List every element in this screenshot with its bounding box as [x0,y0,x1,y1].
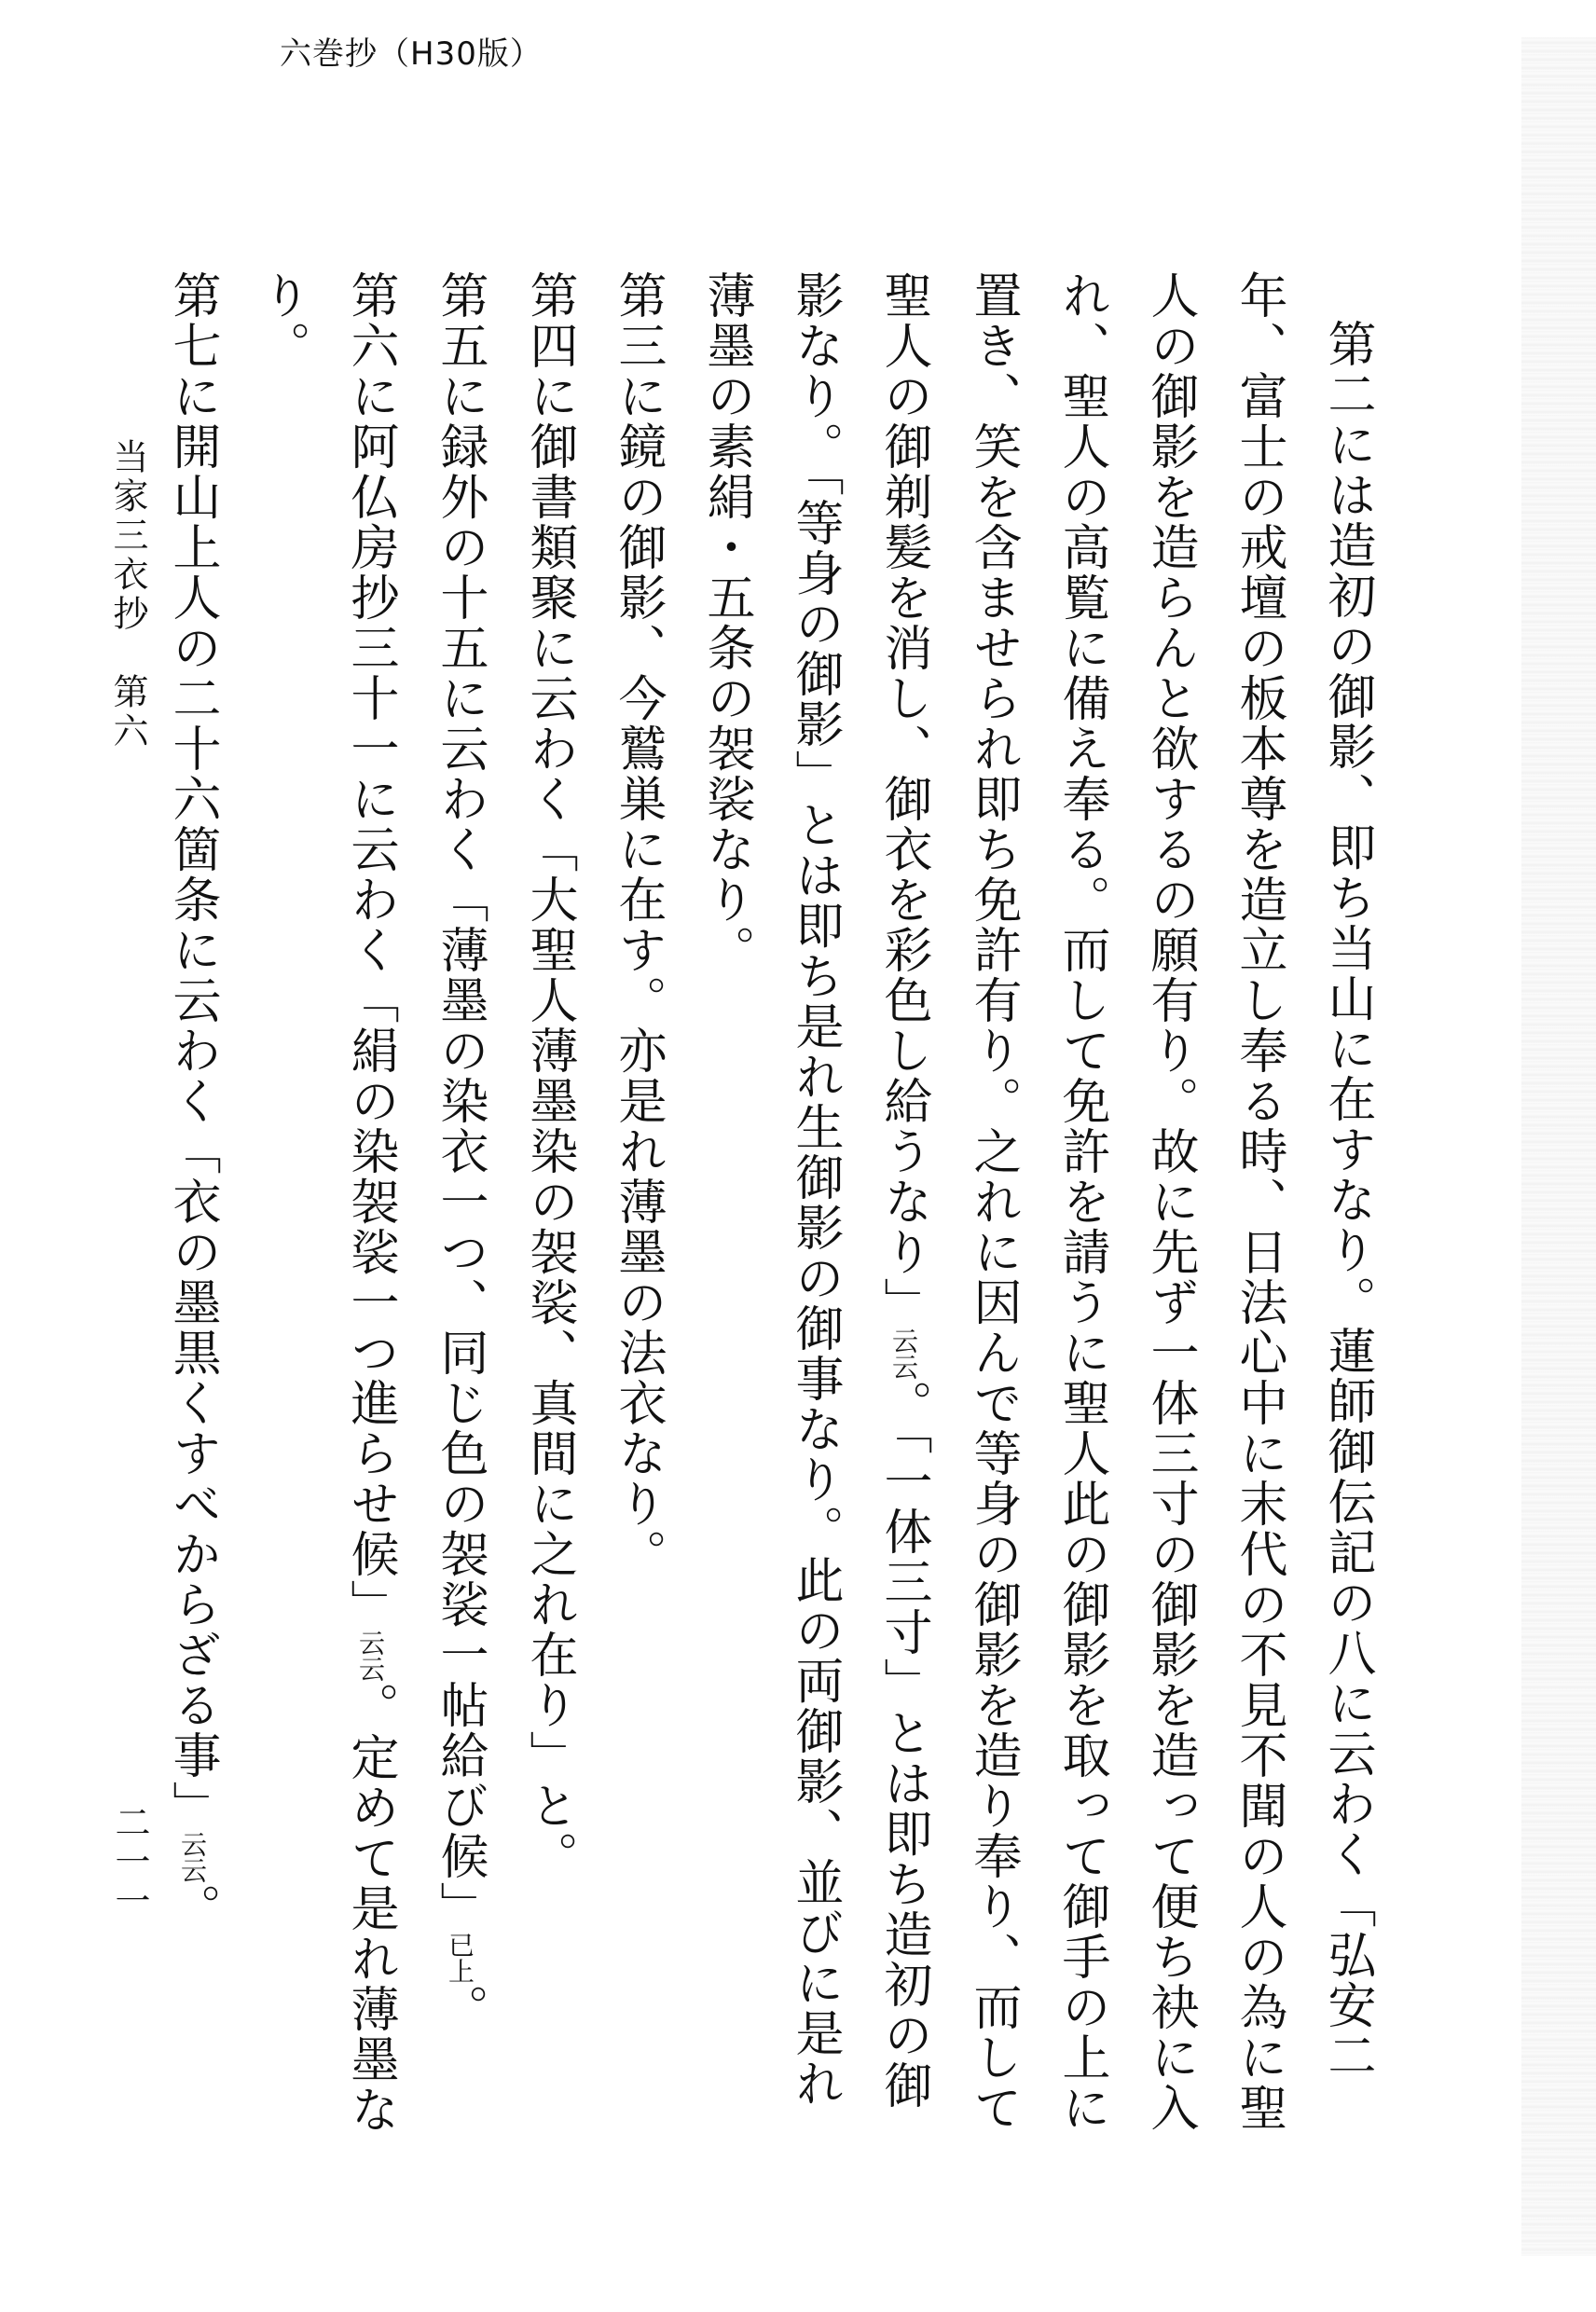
running-header: 六巻抄（H30版） [280,35,543,73]
item-text: 第七に開山上人の二十六箇条に云わく「衣の墨黒くすべからざる事」 [164,270,220,1831]
item-text-end: 。 [164,1883,220,1934]
citation-note: 已上 [445,1932,475,1984]
list-item-third [593,270,681,2135]
page-number: 二一一 [109,1804,150,1921]
item-text: 第三に鏡の御影、今鷲巣に在す。亦是れ薄墨の法衣なり。 [610,270,666,1579]
scanned-page-edge [1521,37,1596,2256]
paragraph-text-continued: 。「一体三寸」とは即ち造初の御影なり。「等身の御影」とは即ち是れ生御影の御事なり。此の両御影、並びに是れ薄墨の素絹・五条の袈裟なり。 [698,270,931,2111]
list-item-sixth [237,270,415,2135]
list-item-fifth [415,270,504,2135]
item-text: 第四に御書類聚に云わく「大聖人薄墨染の袈裟、真間に之れ在り」と。 [521,270,577,1881]
item-text: 第六に阿仏房抄三十一に云わく「絹の染袈裟一つ進らせ候」 [342,270,398,1630]
item-text: 第五に録外の十五に云わく「薄墨の染衣一つ、同じ色の袈裟一帖給び候」 [432,270,488,1932]
paragraph-second [681,270,1391,2135]
citation-note: 云云 [888,1328,919,1380]
item-text-end: 。 [432,1984,488,2034]
citation-note: 云云 [355,1630,386,1682]
item-text-continued: 。定めて是れ薄墨なり。 [254,270,398,2135]
section-title: 当家三衣抄 第六 [107,438,148,751]
list-item-fourth [504,270,593,2135]
paragraph-text: 第二には造初の御影、即ち当山に在すなり。蓮師御伝記の八に云わく「弘安二年、富士の戒壇の板本尊を造立し奉る時、日法心中に末代の不見不聞の人の為に聖人の御影を造らんと欲するの願有り。故に先ず一体三寸の御影を造って便ち袂に入れ、聖人の高覧に備え奉る。而して免許を請うに聖人此の御影を取って御手の上に置き、笑を含ませられ即ち免許有り。之れに因んで等身の御影を造り奉り、而して聖人の御剃髪を消し、御衣を彩色し給うなり」 [875,270,1375,2133]
main-text [147,270,1391,2135]
citation-note: 云云 [177,1831,208,1883]
list-item-seventh [147,270,237,2135]
